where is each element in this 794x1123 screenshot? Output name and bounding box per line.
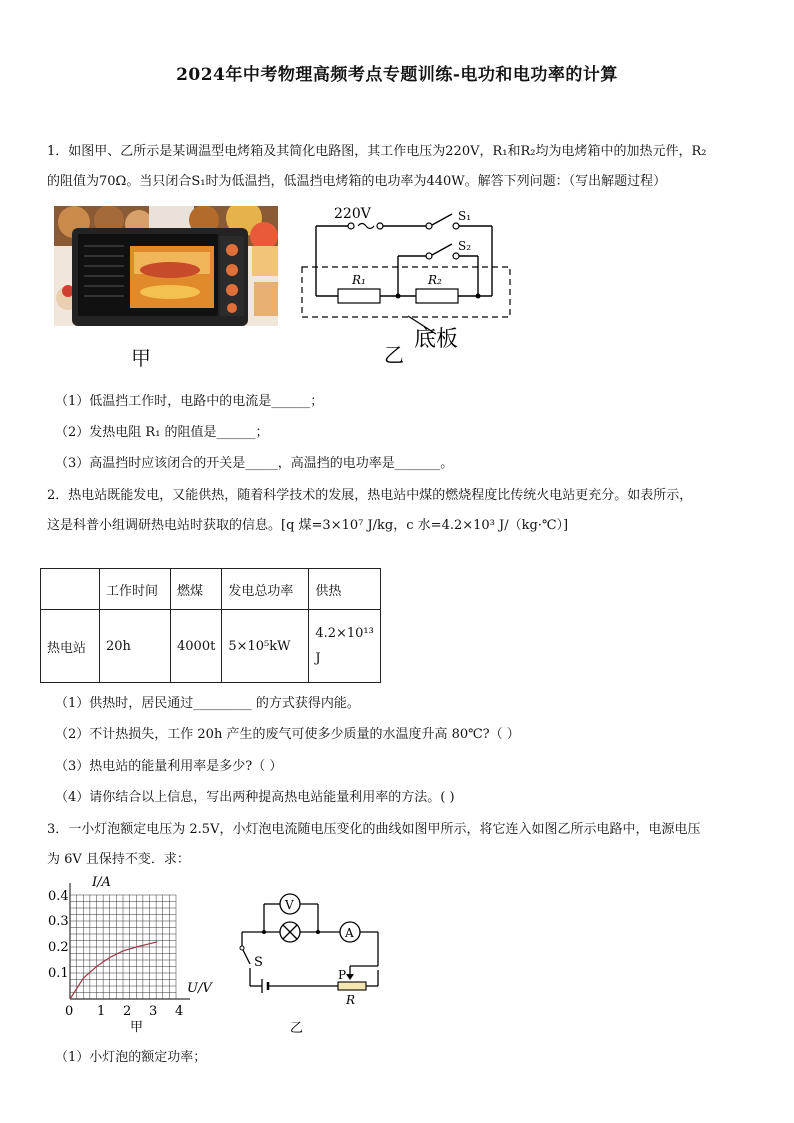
table-header-cell: 工作时间 (100, 569, 171, 610)
circuit-voltage-label: 220V (334, 206, 371, 222)
circuit-caption: 乙 (290, 1021, 304, 1036)
fig-yi-label: 乙 (384, 343, 404, 367)
x-tick: 4 (175, 1004, 184, 1019)
y-tick: 0.3 (48, 914, 69, 929)
q1-sub1: （1）低温挡工作时，电路中的电流是______； (55, 394, 324, 409)
q1-stem-line1: 1．如图甲、乙所示是某调温型电烤箱及其简化电路图，其工作电压为220V，R₁和R₂均为电烤箱中的加热元件，R₂ (47, 144, 707, 159)
q1-sub3: （3）高温挡时应该闭合的开关是_____，高温挡的电功率是_______。 (55, 456, 454, 471)
table-cell: 5×10⁵kW (222, 610, 309, 683)
q3-stem-line1: 3．一小灯泡额定电压为 2.5V，小灯泡电流随电压变化的曲线如图甲所示，将它连入如图乙所示电路中，电源电压 (47, 822, 701, 837)
q2-sub2: （2）不计热损失，工作 20h 产生的废气可使多少质量的水温度升高 80℃?（ ） (55, 727, 520, 742)
table-cell (309, 610, 381, 683)
resistor-r1-label: R₁ (352, 273, 366, 287)
y-tick: 0.1 (48, 966, 69, 981)
heat-unit: J (315, 651, 321, 666)
resistor-r2-label: R₂ (428, 273, 442, 287)
q2-stem-line2: 这是科普小组调研热电站时获取的信息。[q 煤=3×10⁷ J/kg，c 水=4.2×10³ J/（kg·℃）] (47, 518, 569, 533)
q3-sub1: （1）小灯泡的额定功率； (55, 1050, 207, 1065)
base-label: 底板 (414, 327, 459, 352)
table-cell: 20h (100, 610, 171, 683)
fig-jia-label: 甲 (131, 346, 151, 370)
q2-stem-line1: 2．热电站既能发电，又能供热，随着科学技术的发展，热电站中煤的燃烧程度比传统火电站更充分。如表所示， (47, 488, 693, 503)
oven-photo (54, 206, 278, 326)
q2-sub1: （1）供热时，居民通过_________ 的方式获得内能。 (55, 696, 360, 711)
switch-s1-label: S₁ (458, 209, 472, 223)
x-tick: 1 (97, 1004, 106, 1019)
table-header-cell (41, 569, 100, 610)
table-cell: 4000t (171, 610, 222, 683)
table-header-cell: 燃煤 (171, 569, 222, 610)
oven-circuit-diagram (296, 198, 526, 382)
switch-label: S (254, 955, 263, 970)
iu-graph (40, 868, 220, 1042)
heat-value: 4.2×10¹³ (315, 626, 374, 641)
y-axis-label: I/A (92, 875, 111, 890)
table-header-cell: 发电总功率 (222, 569, 309, 610)
y-tick: 0.2 (48, 940, 69, 955)
lamp-circuit-diagram (228, 886, 388, 1040)
x-axis-label: U/V (187, 981, 212, 996)
slider-label: P (338, 968, 347, 982)
power-station-table (40, 568, 381, 683)
table-cell: 热电站 (41, 610, 100, 683)
q1-sub2: （2）发热电阻 R₁ 的阻值是______； (55, 425, 269, 440)
x-tick: 0 (65, 1004, 74, 1019)
x-tick: 3 (149, 1004, 158, 1019)
q1-stem-line2: 的阻值为70Ω。当只闭合S₁时为低温挡，低温挡电烤箱的电功率为440W。解答下列问题：（写出解题过程） (47, 174, 667, 189)
table-header-cell: 供热 (309, 569, 381, 610)
switch-s2-label: S₂ (458, 239, 472, 253)
graph-caption: 甲 (130, 1020, 144, 1035)
q3-stem-line2: 为 6V 且保持不变．求： (47, 852, 190, 867)
y-tick: 0.4 (48, 889, 69, 904)
ammeter-label: A (345, 926, 354, 940)
page-title: 2024年中考物理高频考点专题训练-电功和电功率的计算 (176, 65, 618, 85)
voltmeter-label: V (285, 898, 294, 912)
x-tick: 2 (123, 1004, 132, 1019)
rheostat-label: R (346, 993, 356, 1007)
q2-sub4: （4）请你结合以上信息，写出两种提高热电站能量利用率的方法。( ) (55, 790, 455, 805)
q2-sub3: （3）热电站的能量利用率是多少?（ ） (55, 759, 283, 774)
